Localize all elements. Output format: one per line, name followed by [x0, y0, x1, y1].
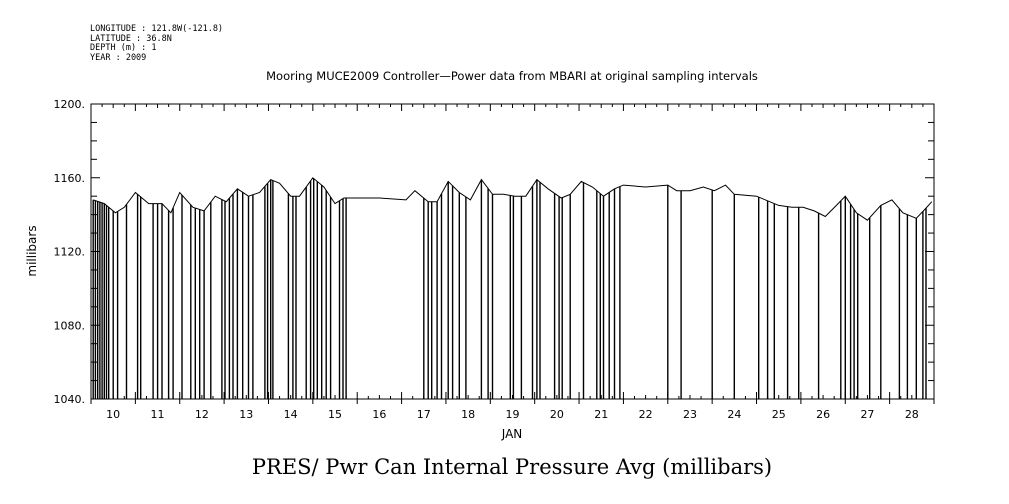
y-axis-label: millibars — [25, 225, 39, 277]
x-tick-label: 12 — [194, 408, 209, 421]
x-axis-label: JAN — [501, 427, 523, 441]
x-tick-label: 22 — [638, 408, 653, 421]
x-tick-label: 15 — [328, 408, 343, 421]
x-tick-label: 16 — [372, 408, 387, 421]
x-tick-label: 27 — [860, 408, 875, 421]
x-axis — [91, 104, 934, 421]
year-text: YEAR : 2009 — [90, 53, 147, 63]
x-tick-label: 17 — [416, 408, 431, 421]
x-tick-label: 18 — [461, 408, 476, 421]
drop-lines — [93, 179, 926, 400]
y-tick-label: 1040. — [53, 393, 85, 406]
x-tick-label: 26 — [816, 408, 831, 421]
y-tick-label: 1160. — [53, 171, 85, 185]
depth-text: DEPTH (m) : 1 — [90, 43, 157, 53]
x-tick-label: 11 — [150, 408, 165, 421]
x-tick-label: 23 — [682, 408, 697, 421]
x-tick-label: 10 — [106, 408, 121, 421]
chart-title: Mooring MUCE2009 Controller—Power data from MBARI at original sampling intervals — [266, 69, 758, 83]
y-tick-label: 1080. — [53, 319, 85, 333]
metadata-block — [90, 24, 223, 63]
x-tick-label: 21 — [594, 408, 609, 421]
y-tick-label: 1120. — [53, 245, 85, 259]
x-tick-label: 14 — [283, 408, 298, 421]
x-tick-label: 19 — [505, 408, 520, 421]
latitude-text: LATITUDE : 36.8N — [90, 34, 172, 44]
y-axis — [54, 98, 935, 406]
x-tick-label: 28 — [904, 408, 919, 421]
x-tick-label: 25 — [771, 408, 786, 421]
variable-label: PRES/ Pwr Can Internal Pressure Avg (millibars) — [251, 455, 773, 479]
y-tick-label: 1200. — [53, 98, 85, 111]
series-line — [93, 178, 932, 220]
longitude-text: LONGITUDE : 121.8W(-121.8) — [90, 24, 224, 34]
plot-frame — [91, 104, 934, 399]
x-tick-label: 24 — [727, 408, 742, 421]
x-tick-label: 13 — [239, 408, 254, 421]
x-tick-label: 20 — [549, 408, 564, 421]
